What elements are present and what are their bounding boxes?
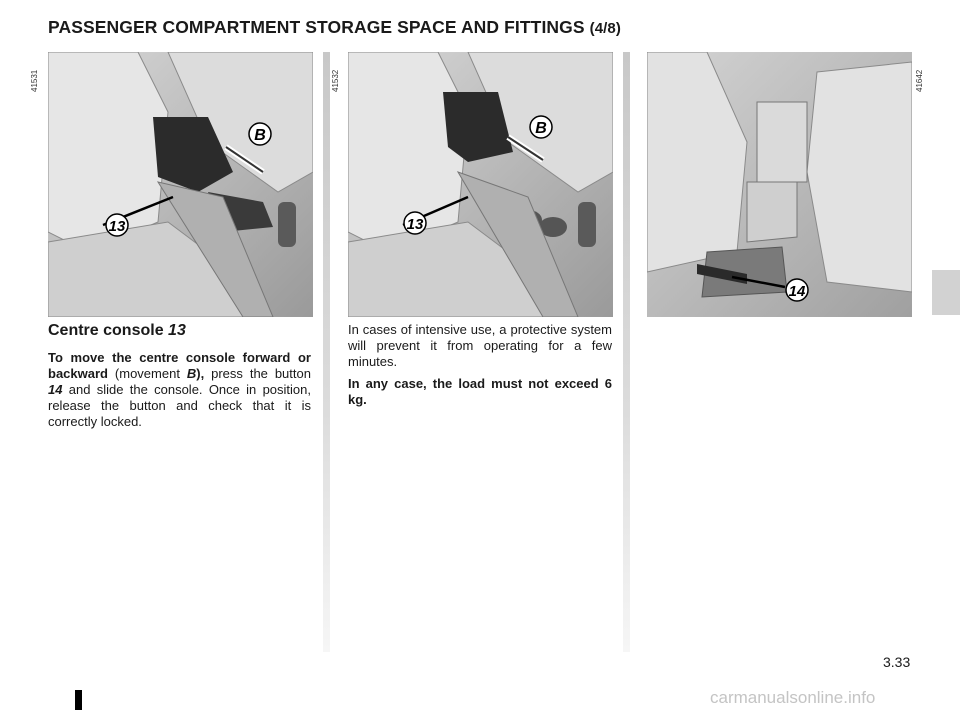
illustration-centre-console-1 [48,52,313,317]
button-ref: 14 [48,382,63,397]
callout-b: B [254,127,266,144]
instruction-bold: To move the centre console forward or backward [48,350,311,381]
page-title-main: PASSENGER COMPARTMENT STORAGE SPACE AND FITTINGS [48,17,585,37]
protection-note: In cases of intensive use, a protective system will prevent it from operating for a few minutes. [348,322,612,369]
callout-b: B [535,120,547,137]
column-divider-2 [623,52,630,652]
chapter-tab [932,270,960,315]
load-limit-warning: In any case, the load must not exceed 6 kg. [348,376,612,407]
console-instructions [48,350,311,430]
callout-14: 14 [788,283,806,300]
section-heading-text: Centre console [48,322,164,339]
image-code-2: 41532 [331,69,340,92]
instruction-text: and slide the console. Once in position, release the button and check that it is correctly locked. [48,382,311,429]
callout-13: 13 [406,216,424,233]
column-divider-1 [323,52,330,652]
page-marker [75,690,82,710]
section-heading-number: 13 [168,322,186,339]
instruction-punct: ), [196,366,205,381]
section-heading [48,322,186,340]
illustration-console-button [647,52,912,317]
page-title [48,17,621,38]
instruction-text: press the button [211,366,311,381]
illustration-centre-console-2 [348,52,613,317]
callout-13: 13 [108,218,126,235]
image-code-1: 41531 [30,69,39,92]
page-number: 3.33 [883,654,911,670]
movement-ref: B [186,366,197,381]
watermark: carmanualsonline.info [710,688,876,707]
page-title-part: (4/8) [589,20,621,37]
image-code-3: 41642 [915,69,924,92]
instruction-text: (movement [114,366,180,381]
